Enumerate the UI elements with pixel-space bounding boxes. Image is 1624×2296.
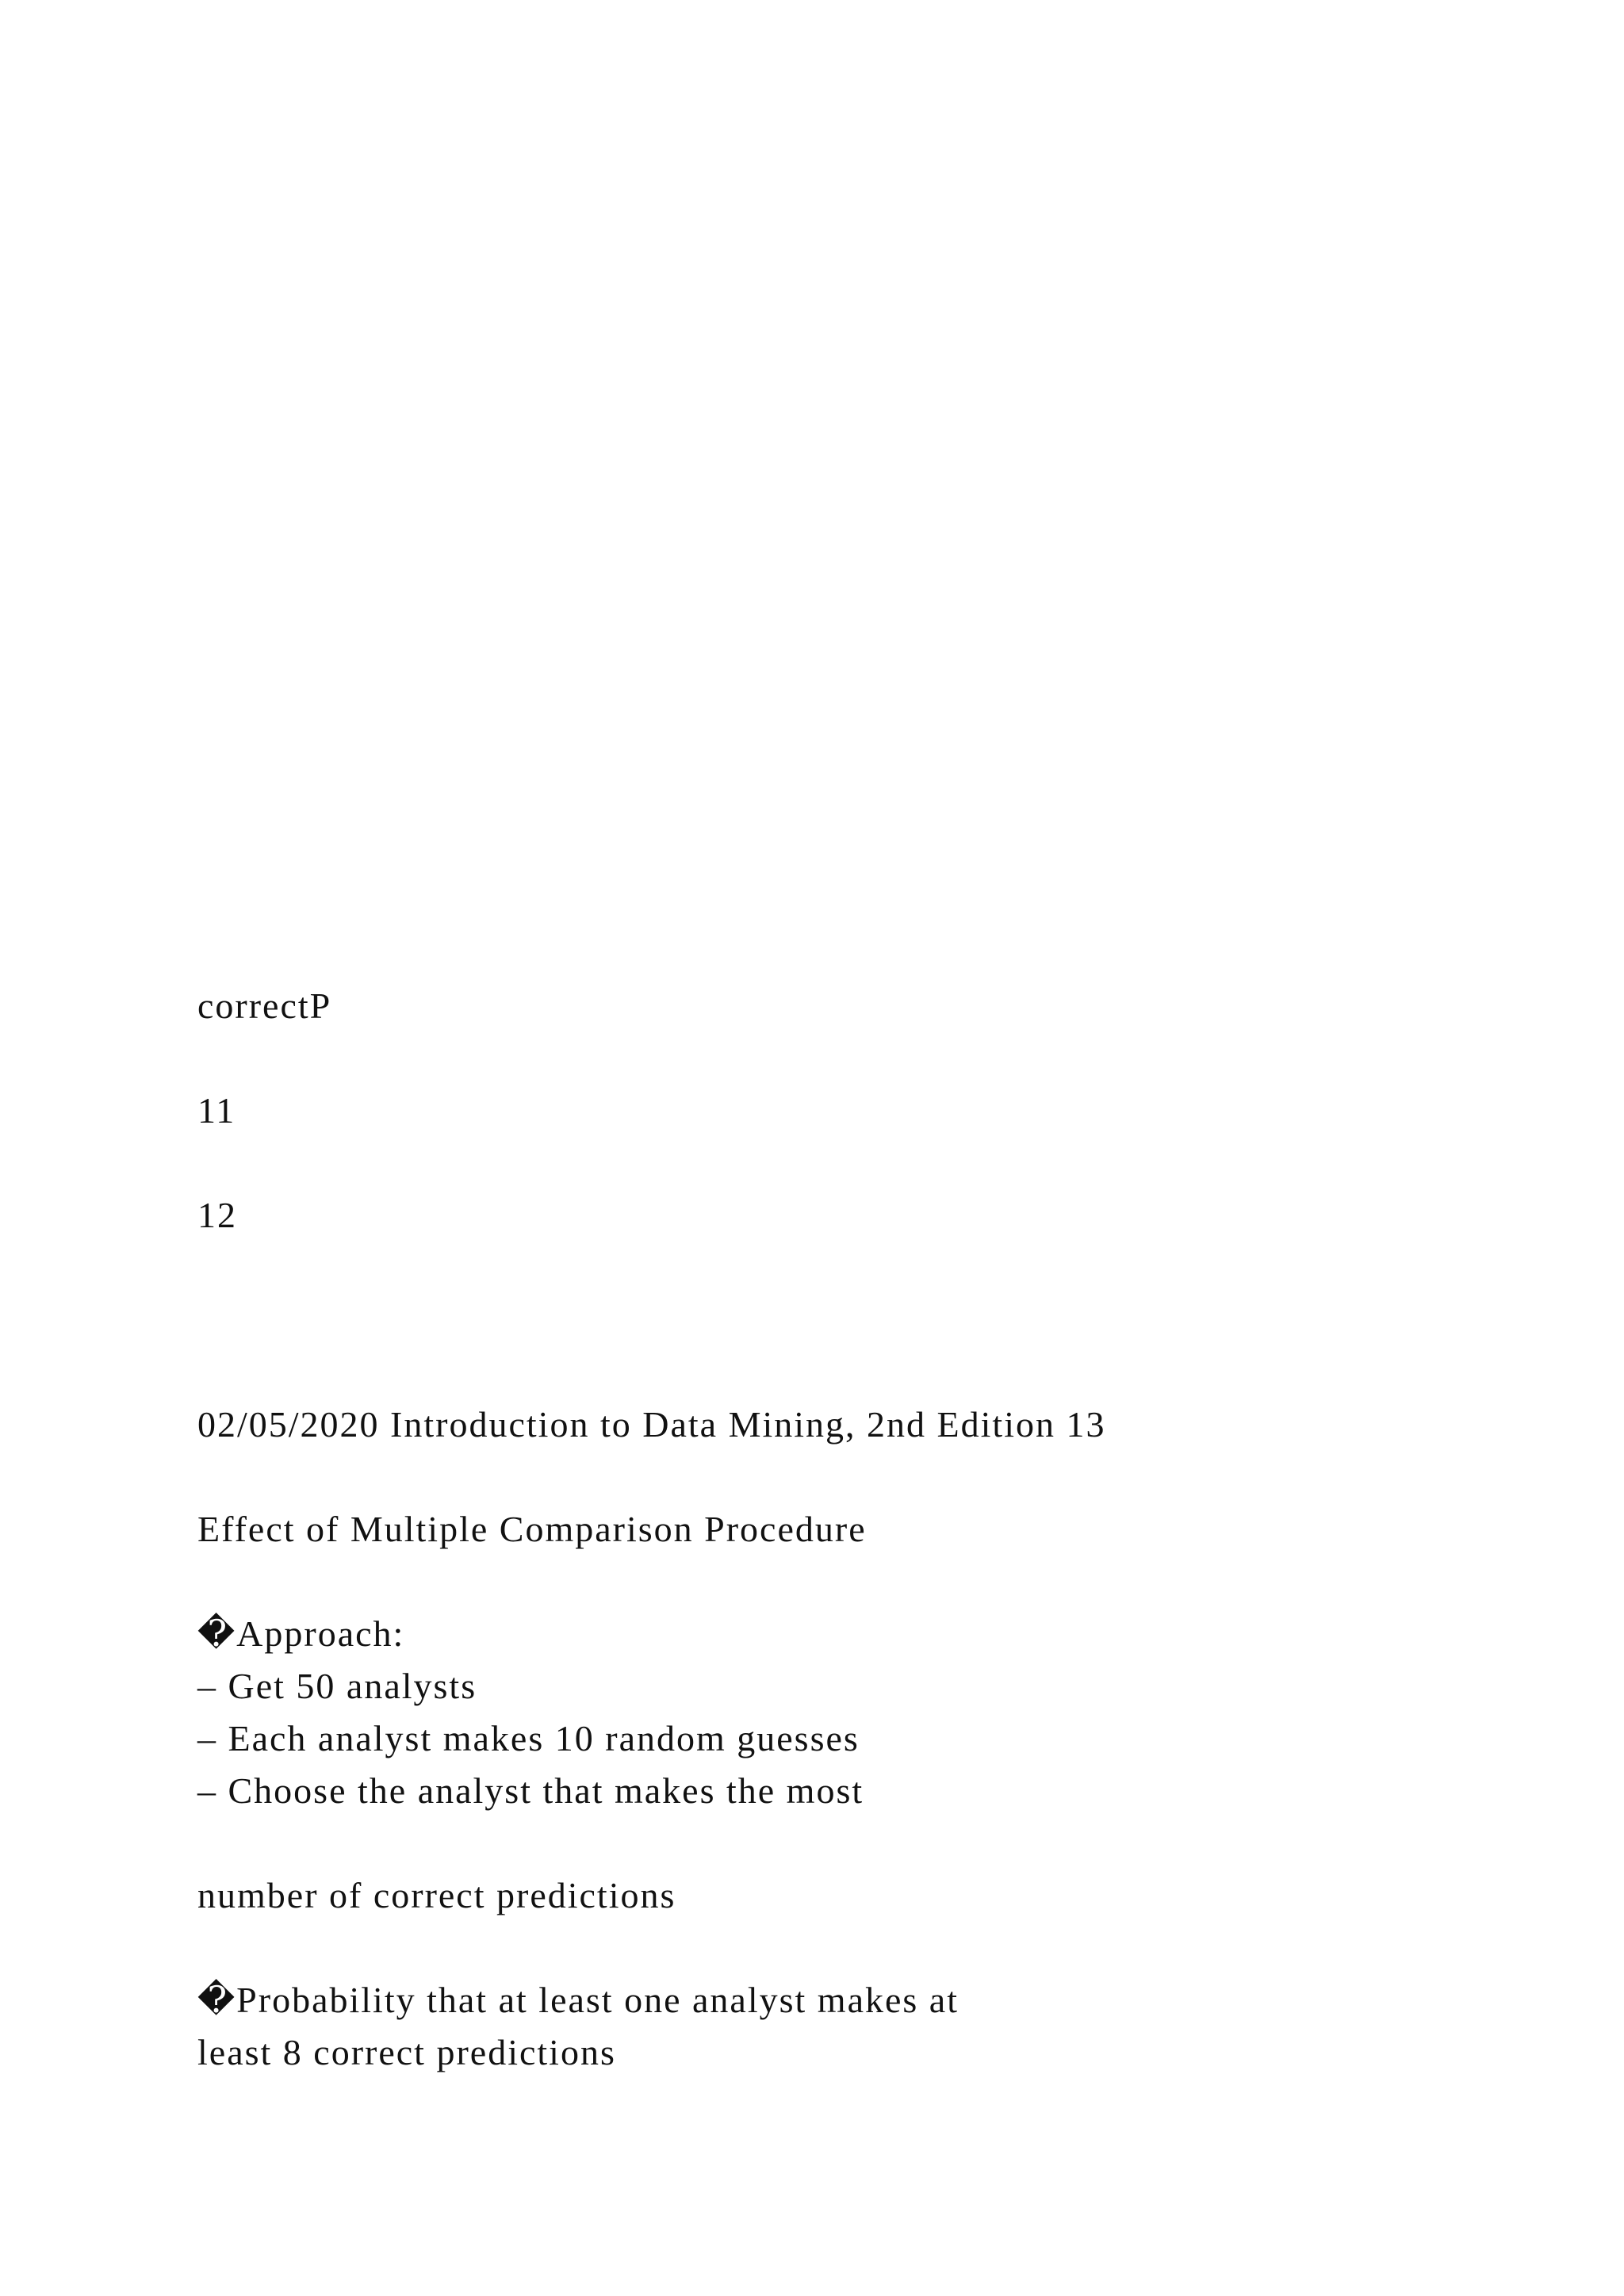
approach-heading [197, 1608, 404, 1660]
bullet-icon: � [197, 1980, 237, 2020]
probability-line-continued: least 8 correct predictions [197, 2032, 616, 2072]
approach-item: – Choose the analyst that makes the most [197, 1770, 864, 1811]
approach-item: – Each analyst makes 10 random guesses [197, 1718, 860, 1758]
slide-footer: 02/05/2020 Introduction to Data Mining, 2nd Edition 13 [197, 1404, 1106, 1445]
correct-p-line [197, 980, 331, 1032]
approach-item: – Get 50 analysts [197, 1666, 477, 1706]
slide-title: Effect of Multiple Comparison Procedure [197, 1509, 867, 1549]
page-number: 12 [197, 1195, 237, 1235]
page-number: 11 [197, 1090, 236, 1131]
correct-p-text: correctP [197, 985, 332, 1026]
probability-text: Probability that at least one analyst makes at [236, 1980, 959, 2020]
bullet-icon: � [197, 1613, 237, 1654]
approach-label: Approach: [236, 1613, 405, 1654]
approach-continuation: number of correct predictions [197, 1875, 676, 1915]
probability-line [197, 1974, 959, 2026]
